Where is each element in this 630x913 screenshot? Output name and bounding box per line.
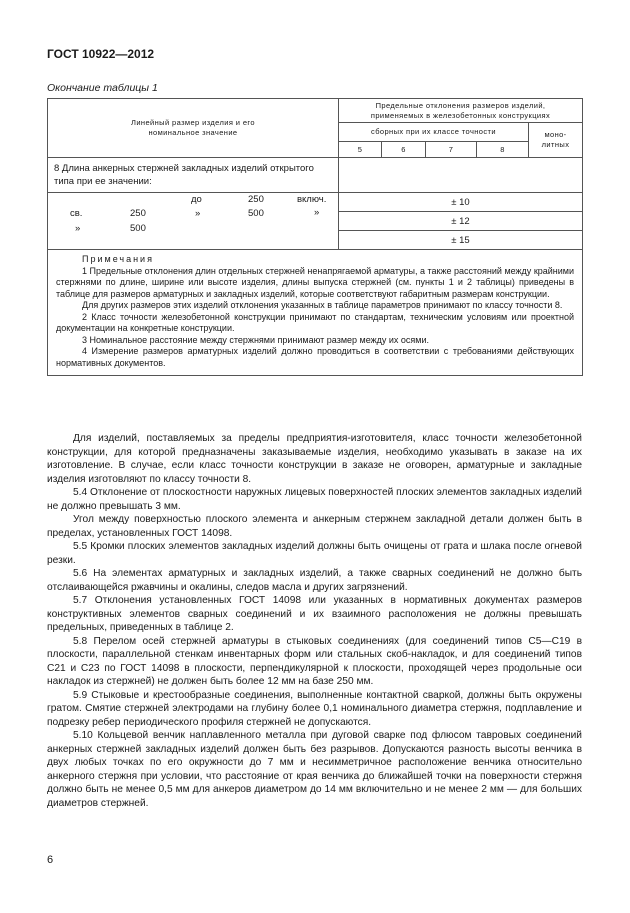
- class-5: 5: [339, 142, 382, 158]
- value-12: ± 12: [339, 212, 583, 231]
- paragraph: 5.9 Стыковые и крестообразные соединения, выполненные контактной сваркой, должны быть окружены гратом. Смятие стержней электродами на глубину более 0,1 номинального диаметра стержня, подплавление и подрезку ребер периодического профиля стержней не допускаются.: [47, 689, 582, 728]
- precision-class-header: сборных при их классе точности: [339, 123, 529, 142]
- length-ranges: до 250 включ. св. 250 » 500 » » 500: [70, 194, 327, 234]
- class-8: 8: [477, 142, 529, 158]
- notes-title: Примечания: [82, 254, 154, 264]
- paragraph: 5.10 Кольцевой венчик наплавленного металла при дуговой сварке под флюсом тавровых соединений анкерных стержней закладных изделий должен быть без разрывов. Допускаются разность высоты венчика в двух любых точках по его окружности до 7 мм и несимметричное расположение венчика относительно анкерного стержня при условии, что расстояние от края венчика до ближайшей точки на поверхности стержня должно быть не менее 0,5 мм для анкеров диаметром до 14 мм включительно и не менее 2 мм — для больших диаметров стержней.: [47, 730, 582, 809]
- tolerance-table: [47, 98, 583, 376]
- col-header-tolerances: Предельные отклонения размеров изделий, применяемых в железобетонных конструкциях: [339, 99, 583, 123]
- paragraph: 5.6 На элементах арматурных и закладных изделий, а также сварных соединений не должно быть отслаивающейся ржавчины и окалины, следов масла и других загрязнений.: [47, 568, 582, 593]
- value-15: ± 15: [339, 231, 583, 250]
- table-notes: [48, 250, 583, 376]
- paragraph: 5.4 Отклонение от плоскостности наружных лицевых поверхностей плоских элементов закладных изделий не должно превышать 3 мм.: [47, 487, 582, 512]
- note-1b: Для других размеров этих изделий отклонения указанных в таблице параметров принимают по классу точности 8.: [82, 300, 563, 310]
- note-1: 1 Предельные отклонения длин отдельных стержней ненапрягаемой арматуры, а также расстояний между крайними стержнями по длине, ширине или высоте изделия, длины выпуска стержней (см. пункты 1 и 2 таблицы) приведены в таблице для размеров арматурных и закладных изделий, которые соответствуют габаритным размерам конструкции.: [56, 265, 575, 299]
- note-3: 3 Номинальное расстояние между стержнями принимают размер между их осями.: [82, 334, 430, 345]
- body-text: [47, 432, 582, 810]
- monolithic-header: моно-литных: [529, 123, 583, 158]
- col-header-size: Линейный размер изделия и его номинальное значение: [48, 99, 339, 158]
- note-4: 4 Измерение размеров арматурных изделий должно проводиться в соответствии с требованиями действующих нормативных документов.: [56, 346, 575, 368]
- row-8-label: 8 Длина анкерных стержней закладных изделий открытого типа при ее значении:: [48, 158, 339, 193]
- paragraph: 5.7 Отклонения установленных ГОСТ 14098 или указанных в нормативных документах размеров конструктивных элементов сварных соединений и их взаимного расположения не должны превышать предельных, приведенных в таблице 2.: [47, 595, 582, 633]
- paragraph: Угол между поверхностью плоского элемента и анкерным стержнем закладной детали должен быть в пределах, установленных ГОСТ 14098.: [47, 514, 582, 539]
- paragraph: Для изделий, поставляемых за пределы предприятия-изготовителя, класс точности железобетонной конструкции, для которой предназначены заказываемые изделия, необходимо указывать в заказе на их изготовление. В случае, если класс точности конструкции в заказе не оговорен, арматурные и закладные изделия изготовляют по классу точности 8.: [47, 433, 582, 485]
- class-7: 7: [426, 142, 477, 158]
- note-2: 2 Класс точности железобетонной конструкции принимают по стандартам, техническим условиям или проектной документации на конкретные конструкции.: [56, 311, 575, 333]
- document-header: ГОСТ 10922—2012: [47, 47, 155, 61]
- value-10: ± 10: [339, 193, 583, 212]
- class-6: 6: [382, 142, 426, 158]
- paragraph: 5.8 Перелом осей стержней арматуры в стыковых соединениях (для соединений типов С5—С19 в плоскости, параллельной стенкам инвентарных форм или стальных скоб-накладок, и для соединений типов С21 и С23 по ГОСТ 14098 в плоскости, перпендикулярной к плоскости, проходящей через продольные оси накладок из стержней) не должен быть более 12 мм на базе 250 мм.: [47, 635, 582, 687]
- page-number: 6: [47, 854, 54, 866]
- paragraph: 5.5 Кромки плоских элементов закладных изделий должны быть очищены от грата и шлака после огневой резки.: [47, 541, 582, 566]
- table-caption: Окончание таблицы 1: [47, 82, 158, 94]
